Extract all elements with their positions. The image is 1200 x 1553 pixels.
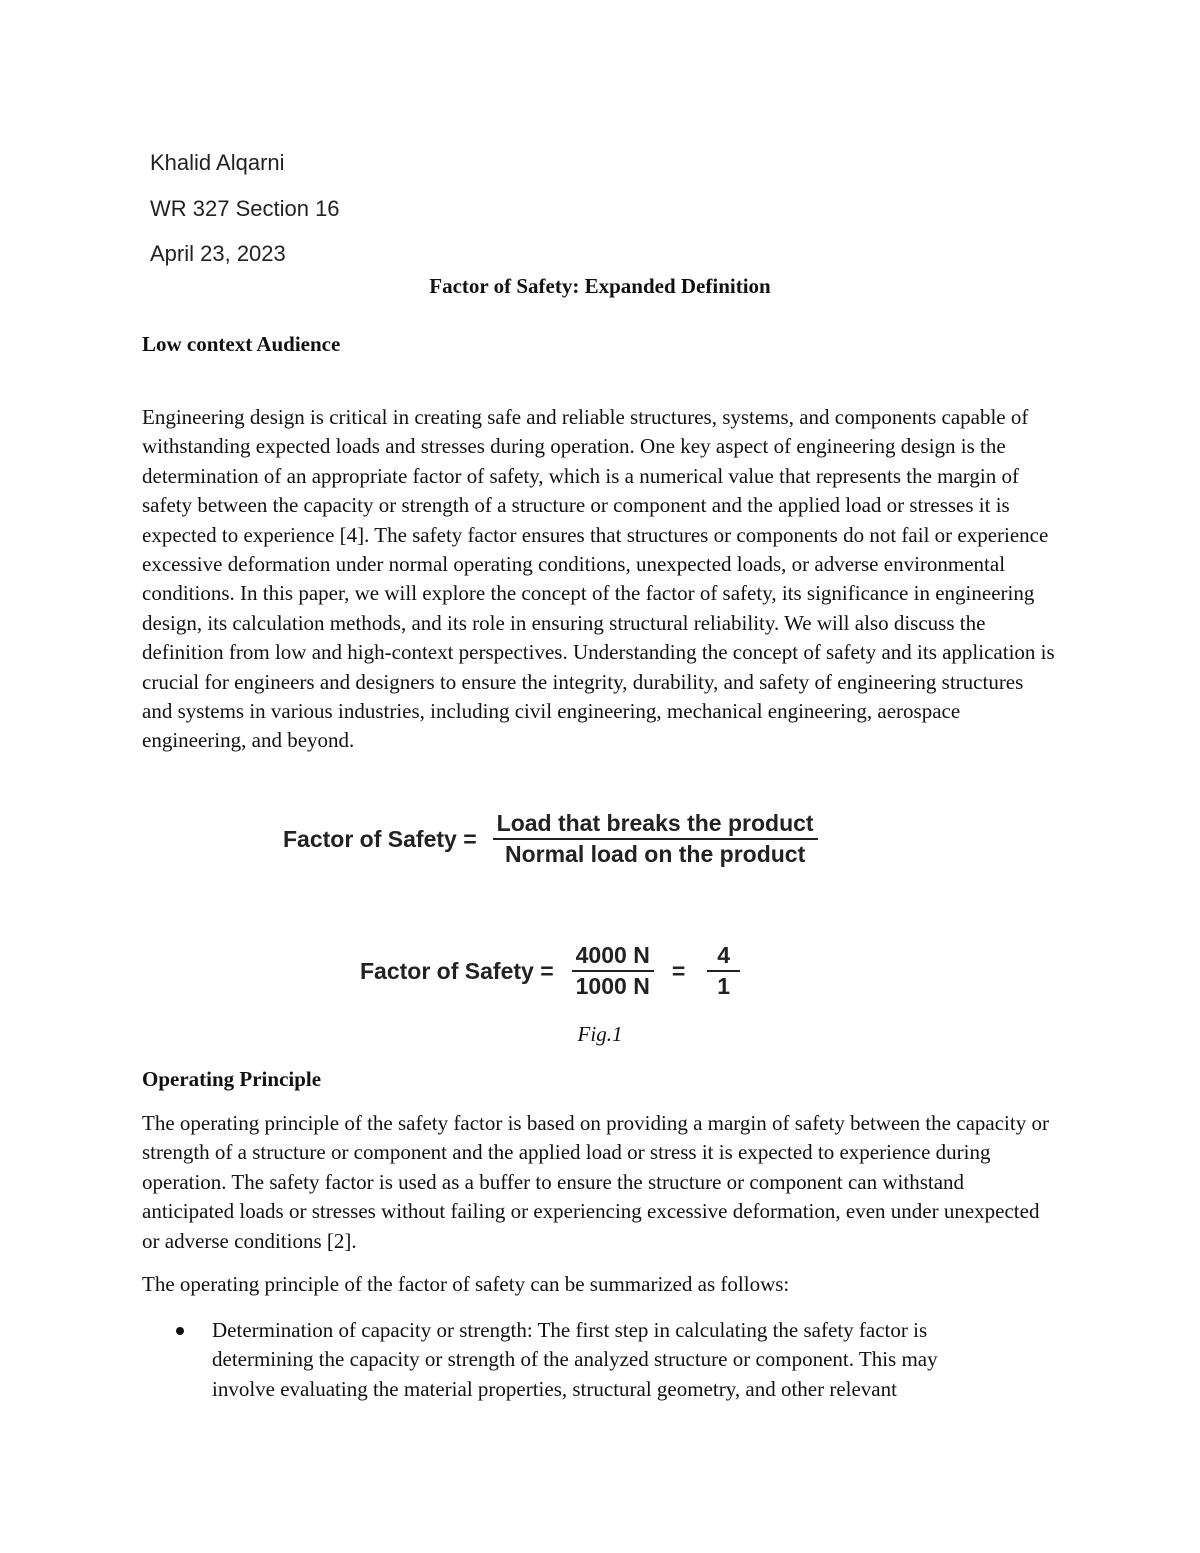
- example-equals: =: [671, 957, 686, 984]
- operating-principle-paragraph: The operating principle of the safety factor is based on providing a margin of safety between the capacity or strength of a structure or component and the applied load or stress it is expected to experience during operation. The safety factor is used as a buffer to ensure the structure or component can withstand anticipated loads or stresses without failing or experiencing excessive deformation, even under unexpected or adverse conditions [2].: [142, 1111, 1049, 1253]
- document-title: Factor of Safety: Expanded Definition: [429, 274, 771, 298]
- course-section: WR 327 Section 16: [150, 196, 340, 221]
- bullet-icon: [176, 1327, 184, 1335]
- example-result-denominator: 1: [717, 973, 731, 999]
- example-denominator: 1000 N: [575, 973, 650, 999]
- example-result-numerator: 4: [707, 942, 740, 972]
- principle-bullet-list: [142, 1316, 1002, 1404]
- formula-denominator: Normal load on the product: [504, 841, 806, 867]
- example-lhs: Factor of Safety =: [360, 957, 554, 984]
- section-heading-low-context: Low context Audience: [142, 332, 341, 356]
- formula-lhs: Factor of Safety =: [283, 825, 477, 852]
- bullet-text: Determination of capacity or strength: The first step in calculating the safety factor is determining the capacity or strength of the analyzed structure or component. This may involve evaluating the material properties, structural geometry, and other relevant: [212, 1318, 938, 1401]
- document-date: April 23, 2023: [150, 241, 286, 266]
- summary-intro-paragraph: The operating principle of the factor of safety can be summarized as follows:: [142, 1272, 790, 1296]
- author-name: Khalid Alqarni: [150, 150, 285, 175]
- example-numerator: 4000 N: [572, 942, 654, 972]
- list-item: [142, 1316, 1002, 1404]
- example-result-fraction: [707, 942, 740, 1000]
- intro-paragraph: Engineering design is critical in creating safe and reliable structures, systems, and components capable of withstanding expected loads and stresses during operation. One key aspect of engineering design is the determination of an appropriate factor of safety, which is a numerical value that represents the margin of safety between the capacity or strength of a structure or component and the applied load or stresses it is expected to experience [4]. The safety factor ensures that structures or components do not fail or experience excessive deformation under normal operating conditions, unexpected loads, or adverse environmental conditions. In this paper, we will explore the concept of the factor of safety, its significance in engineering design, its calculation methods, and its role in ensuring structural reliability. We will also discuss the definition from low and high-context perspectives. Understanding the concept of safety and its application is crucial for engineers and designers to ensure the integrity, durability, and safety of engineering structures and systems in various industries, including civil engineering, mechanical engineering, aerospace engineering, and beyond.: [142, 405, 1055, 753]
- example-fraction: [572, 942, 654, 1000]
- formula-fraction: [493, 810, 818, 868]
- example-formula: [360, 942, 740, 1000]
- section-heading-operating-principle: Operating Principle: [142, 1067, 322, 1091]
- formula-numerator: Load that breaks the product: [493, 810, 818, 840]
- figure-caption: Fig.1: [577, 1022, 623, 1046]
- factor-of-safety-formula: [283, 810, 818, 868]
